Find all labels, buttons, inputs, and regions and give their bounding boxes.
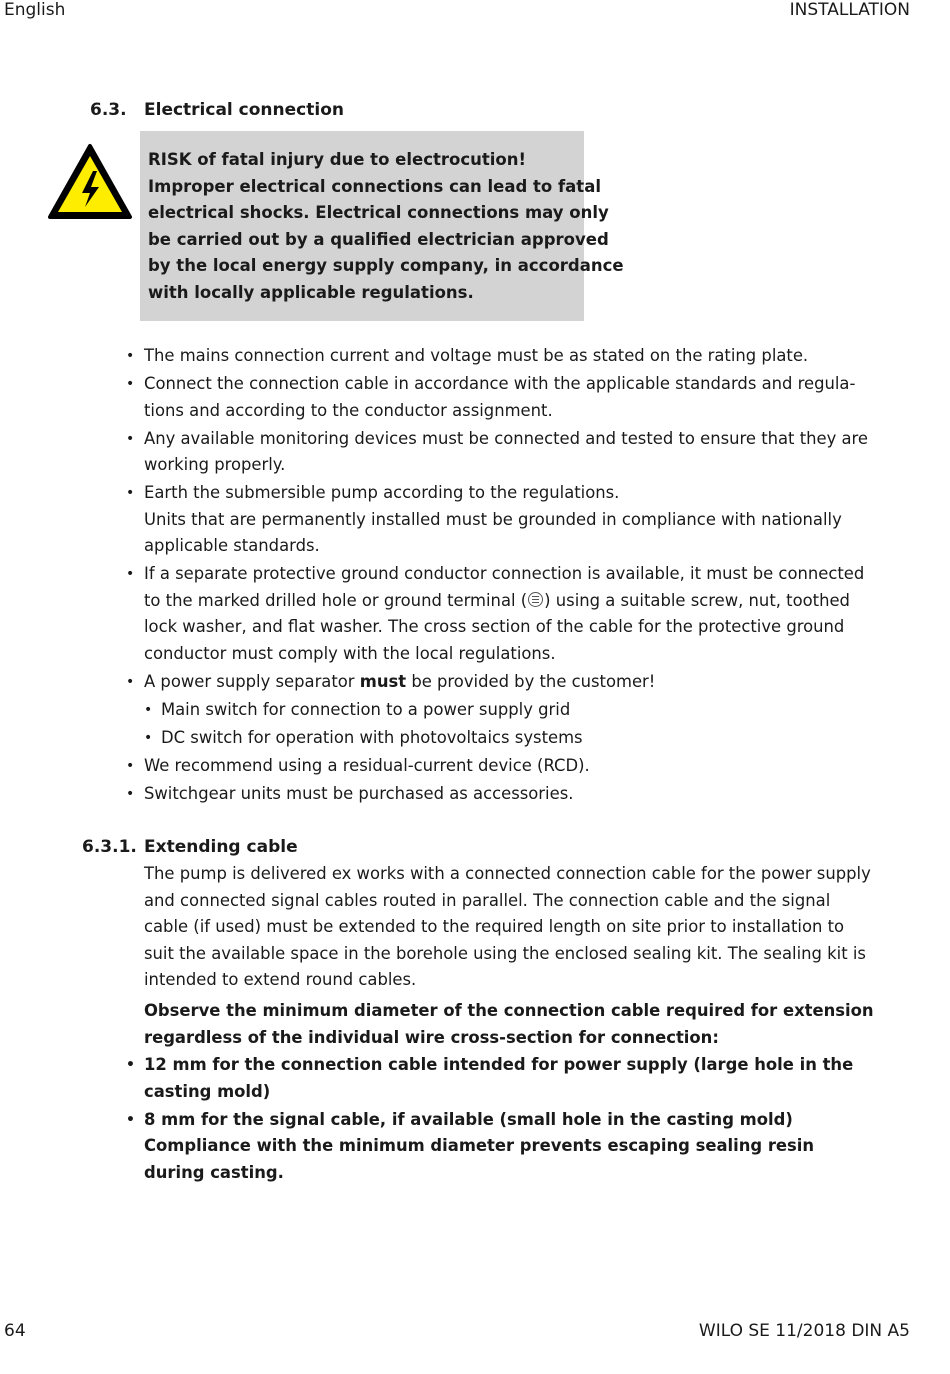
list-item-text: • Any available monitoring devices must be connected and tested to ensure that they are — [144, 428, 869, 448]
list-item — [126, 753, 846, 780]
paragraph-line: The pump is delivered ex works with a connected connection cable for the power supply — [144, 864, 871, 883]
subsection-number: 6.3.1. — [82, 837, 137, 857]
list-item — [126, 371, 856, 424]
list-item-text: • 8 mm for the signal cable, if available (small hole in the casting mold) — [144, 1109, 793, 1129]
list-item-text: • 12 mm for the connection cable intended for power supply (large hole in the — [144, 1055, 854, 1074]
requirements-list — [126, 343, 869, 809]
list-item-text-part: to the marked drilled hole or ground terminal ( — [144, 590, 528, 610]
list-item-text: • Main switch for connection to a power supply grid — [161, 699, 571, 719]
paragraph-line: intended to extend round cables. — [144, 970, 417, 990]
page-number: 64 — [4, 1321, 26, 1341]
sub-list-item — [126, 725, 846, 752]
paragraph-line: regardless of the individual wire cross-section for connection: — [144, 1027, 719, 1047]
diameter-list — [126, 1052, 854, 1188]
list-item-text: during casting. — [144, 1162, 284, 1182]
paragraph-line: suit the available space in the borehole using the enclosed sealing kit. The sealing kit is — [144, 943, 866, 963]
list-item — [126, 561, 865, 667]
warning-line: Improper electrical connections can lead to fatal — [148, 176, 601, 196]
list-item-text — [144, 588, 850, 615]
list-item-text-part: A power supply separator — [144, 671, 360, 691]
body-paragraph — [144, 861, 871, 994]
list-item — [126, 1107, 846, 1187]
section-title: Electrical connection — [144, 100, 344, 120]
list-item-text: • DC switch for operation with photovoltaics systems — [161, 727, 583, 747]
list-item — [126, 343, 846, 370]
list-item — [126, 480, 846, 560]
list-item-text: • Connect the connection cable in accordance with the applicable standards and regula- — [144, 374, 856, 393]
paragraph-line: and connected signal cables routed in parallel. The connection cable and the signal — [144, 890, 831, 910]
list-item — [126, 426, 869, 479]
high-voltage-warning-icon — [47, 143, 133, 221]
sub-list-item — [126, 697, 846, 724]
paragraph-line: Observe the minimum diameter of the connection cable required for extension — [144, 1001, 874, 1020]
list-item-text: • Earth the submersible pump according to the regulations. — [144, 483, 620, 502]
emphasis-text: must — [359, 671, 407, 691]
warning-line: electrical shocks. Electrical connections may only — [148, 203, 609, 223]
warning-line: with locally applicable regulations. — [148, 282, 474, 302]
section-number: 6.3. — [90, 100, 127, 120]
list-item-text-part: be provided by the customer! — [406, 671, 656, 691]
list-item-text: applicable standards. — [144, 536, 320, 555]
list-item-text: • If a separate protective ground conductor connection is available, it must be connected — [144, 564, 865, 583]
warning-line: RISK of fatal injury due to electrocution! — [148, 150, 527, 169]
list-item-text: • The mains connection current and voltage must be as stated on the rating plate. — [144, 346, 809, 365]
notice-paragraph — [144, 998, 874, 1051]
list-item — [126, 669, 846, 696]
list-item-text-part: ) using a suitable screw, nut, toothed — [544, 590, 850, 610]
paragraph-line: cable (if used) must be extended to the required length on site prior to installation to — [144, 917, 845, 937]
list-item — [126, 1052, 854, 1105]
list-item-text: Units that are permanently installed must be grounded in compliance with nationally — [144, 509, 842, 529]
list-item — [126, 781, 846, 808]
list-item-text: working properly. — [144, 455, 286, 474]
list-item-text: tions and according to the conductor assignment. — [144, 400, 553, 420]
warning-line: by the local energy supply company, in accordance — [148, 256, 624, 276]
list-item-text: Compliance with the minimum diameter prevents escaping sealing resin — [144, 1136, 815, 1156]
warning-line: be carried out by a qualified electrician approved — [148, 229, 609, 249]
header-language: English — [4, 0, 66, 20]
list-item-text — [144, 669, 846, 696]
subsection-title: Extending cable — [144, 837, 298, 857]
list-item-text: • We recommend using a residual-current device (RCD). — [144, 755, 590, 775]
ground-terminal-icon — [528, 592, 543, 607]
list-item-text: • Switchgear units must be purchased as accessories. — [144, 783, 574, 803]
list-item-text: lock washer, and flat washer. The cross section of the cable for the protective ground — [144, 617, 845, 636]
footer-imprint: WILO SE 11/2018 DIN A5 — [698, 1321, 910, 1341]
header-chapter: INSTALLATION — [789, 0, 910, 20]
list-item-text: conductor must comply with the local regulations. — [144, 643, 556, 663]
warning-box — [140, 131, 624, 321]
list-item-text: casting mold) — [144, 1081, 271, 1101]
